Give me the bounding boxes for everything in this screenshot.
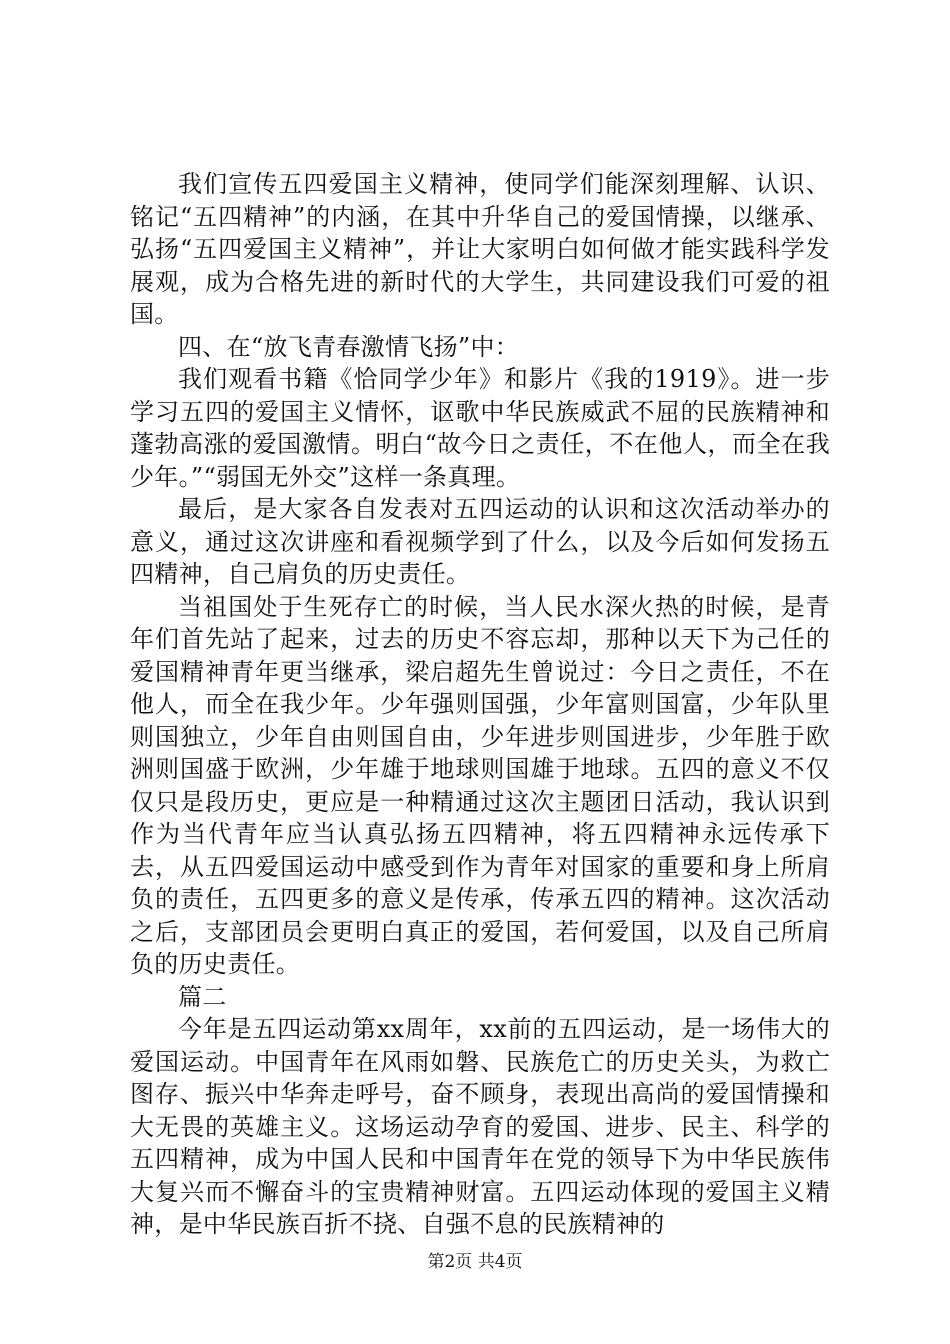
paragraph: 我们宣传五四爱国主义精神，使同学们能深刻理解、认识、铭记“五四精神”的内涵，在其中升华自己的爱国情操，以继承、弘扬“五四爱国主义精神”，并让大家明白如何做才能实践科学发展观，成为合格先进的新时代的大学生，共同建设我们可爱的祖国。 [130, 170, 830, 328]
paragraph: 今年是五四运动第xx周年，xx前的五四运动，是一场伟大的爱国运动。中国青年在风雨如磐、民族危亡的历史关头，为救亡图存、振兴中华奔走呼号，奋不顾身，表现出高尚的爱国情操和大无畏的英雄主义。这场运动孕育的爱国、进步、民主、科学的五四精神，成为中国人民和中国青年在党的领导下为中华民族伟大复兴而不懈奋斗的宝贵精神财富。五四运动体现的爱国主义精神，是中华民族百折不挠、自强不息的民族精神的 [130, 1015, 830, 1238]
section-heading: 四、在“放飞青春激情飞扬”中： [178, 332, 520, 361]
paragraph: 最后，是大家各自发表对五四运动的认识和这次活动举办的意义，通过这次讲座和看视频学到了什么，以及今后如何发扬五四精神，自己肩负的历史责任。 [130, 495, 830, 588]
section-heading: 篇二 [178, 982, 227, 1011]
page-number-footer: 第2页 共4页 [427, 1252, 523, 1272]
paragraph: 我们观看书籍《恰同学少年》和影片《我的1919》。进一步学习五四的爱国主义情怀，讴歌中华民族威武不屈的民族精神和蓬勃高涨的爱国激情。明白“故今日之责任，不在他人，而全在我少年。”“弱国无外交”这样一条真理。 [130, 365, 830, 491]
paragraph: 当祖国处于生死存亡的时候，当人民水深火热的时候，是青年们首先站了起来，过去的历史不容忘却，那种以天下为己任的爱国精神青年更当继承，梁启超先生曾说过：今日之责任，不在他人，而全在我少年。少年强则国强，少年富则国富，少年队里则国独立，少年自由则国自由，少年进步则国进步，少年胜于欧洲则国盛于欧洲，少年雄于地球则国雄于地球。五四的意义不仅仅只是段历史，更应是一种精通过这次主题团日活动，我认识到作为当代青年应当认真弘扬五四精神，将五四精神永远传承下去，从五四爱国运动中感受到作为青年对国家的重要和身上所肩负的责任，五四更多的意义是传承，传承五四的精神。这次活动之后，支部团员会更明白真正的爱国，若何爱国，以及自己所肩负的历史责任。 [130, 592, 830, 978]
document-body [130, 168, 830, 1241]
